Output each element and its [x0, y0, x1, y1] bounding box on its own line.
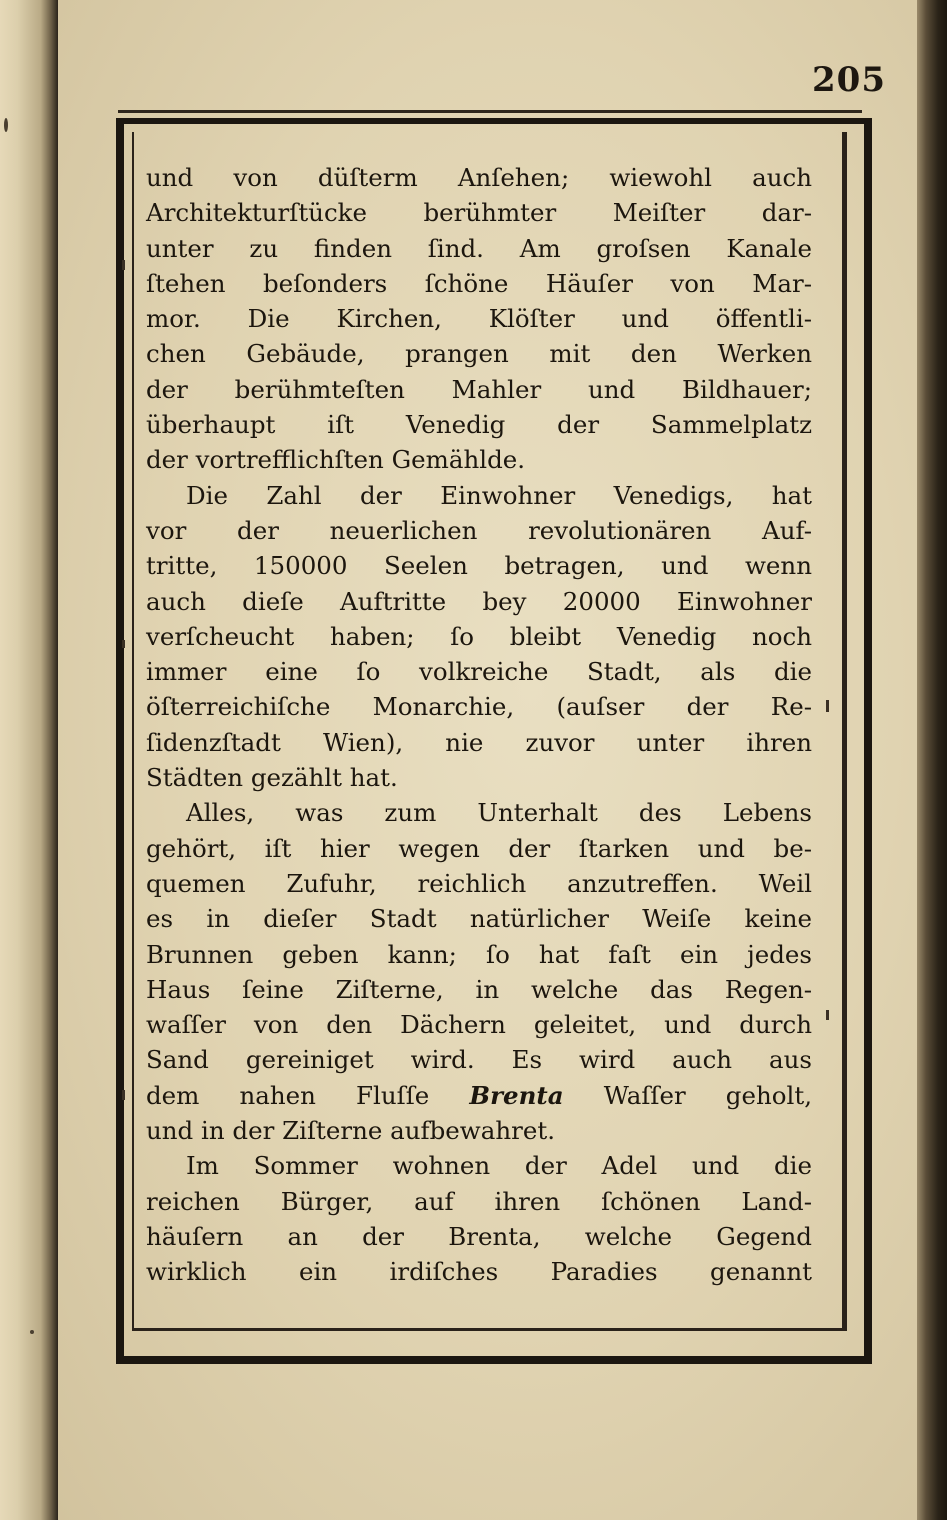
text-line: reichen Bürger, auf ihren ſchönen Land- [146, 1186, 812, 1216]
text-line: auch dieſe Auftritte bey 20000 Einwohner [146, 586, 812, 616]
ink-speck [826, 700, 829, 712]
text-line: quemen Zufuhr, reichlich anzutreffen. Weil [146, 868, 812, 898]
page-sheet [58, 0, 917, 1520]
text-line: Sand gereiniget wird. Es wird auch aus [146, 1045, 812, 1075]
frame-top-rule [118, 110, 862, 113]
text-line: vor der neuerlichen revolutionären Auf- [146, 515, 812, 545]
text-line: immer eine ſo volkreiche Stadt, als die [146, 657, 812, 687]
ink-speck [122, 1090, 125, 1100]
text-segment: dem nahen Fluſſe [146, 1080, 470, 1110]
text-line: Brunnen geben kann; ſo hat faſt ein jedes [146, 939, 812, 969]
ink-speck [826, 1010, 829, 1020]
binding-mark [30, 1330, 34, 1334]
emphasized-place-name: Brenta [469, 1080, 564, 1110]
text-line: öſterreichiſche Monarchie, (auſser der Re- [146, 692, 812, 722]
text-line: Städten gezählt hat. [146, 763, 398, 793]
paragraph-first-line: Im Sommer wohnen der Adel und die [186, 1151, 812, 1181]
text-line: waſſer von den Dächern geleitet, und durch [146, 1010, 812, 1040]
ink-speck [122, 260, 125, 270]
text-line: es in dieſer Stadt natürlicher Weiſe keine [146, 904, 812, 934]
text-line: ſtehen beſonders ſchöne Häuſer von Mar- [146, 268, 812, 298]
page-number: 205 [812, 60, 886, 100]
text-line: chen Gebäude, prangen mit den Werken [146, 339, 812, 369]
text-line: ſidenzſtadt Wien), nie zuvor unter ihren [146, 727, 812, 757]
text-line: verſcheucht haben; ſo bleibt Venedig noch [146, 621, 812, 651]
binding-mark [4, 118, 8, 132]
text-line: gehört, iſt hier wegen der ſtarken und be- [146, 833, 812, 863]
text-line: und von düſterm Anſehen; wiewohl auch [146, 163, 812, 192]
text-line: Architekturſtücke berühmter Meiſter dar- [146, 198, 812, 228]
text-line: wirklich ein irdiſches Paradies genannt [146, 1257, 812, 1287]
text-line: überhaupt iſt Venedig der Sammelplatz [146, 410, 812, 440]
text-line: häuſern an der Brenta, welche Gegend [146, 1221, 812, 1251]
text-line: und in der Ziſterne aufbewahret. [146, 1116, 555, 1146]
ink-speck [122, 640, 125, 648]
text-line: unter zu finden ſind. Am groſsen Kanale [146, 233, 812, 263]
text-line: der vortrefflichſten Gemählde. [146, 445, 526, 475]
paragraph-first-line: Die Zahl der Einwohner Venedigs, hat [186, 480, 812, 510]
body-text [146, 160, 812, 1290]
text-line: der berühmteſten Mahler und Bildhauer; [146, 374, 812, 404]
paragraph-first-line: Alles, was zum Unterhalt des Lebens [186, 798, 812, 828]
text-segment: Waſſer geholt, [563, 1080, 812, 1110]
text-line: Haus ſeine Ziſterne, in welche das Regen- [146, 974, 812, 1004]
text-line-with-emphasis [146, 1078, 812, 1113]
text-line: mor. Die Kirchen, Klöſter und öffentli- [146, 304, 812, 334]
previous-page-edge [0, 0, 58, 1520]
right-page-edge [917, 0, 947, 1520]
text-line: tritte, 150000 Seelen betragen, und wenn [146, 551, 812, 581]
